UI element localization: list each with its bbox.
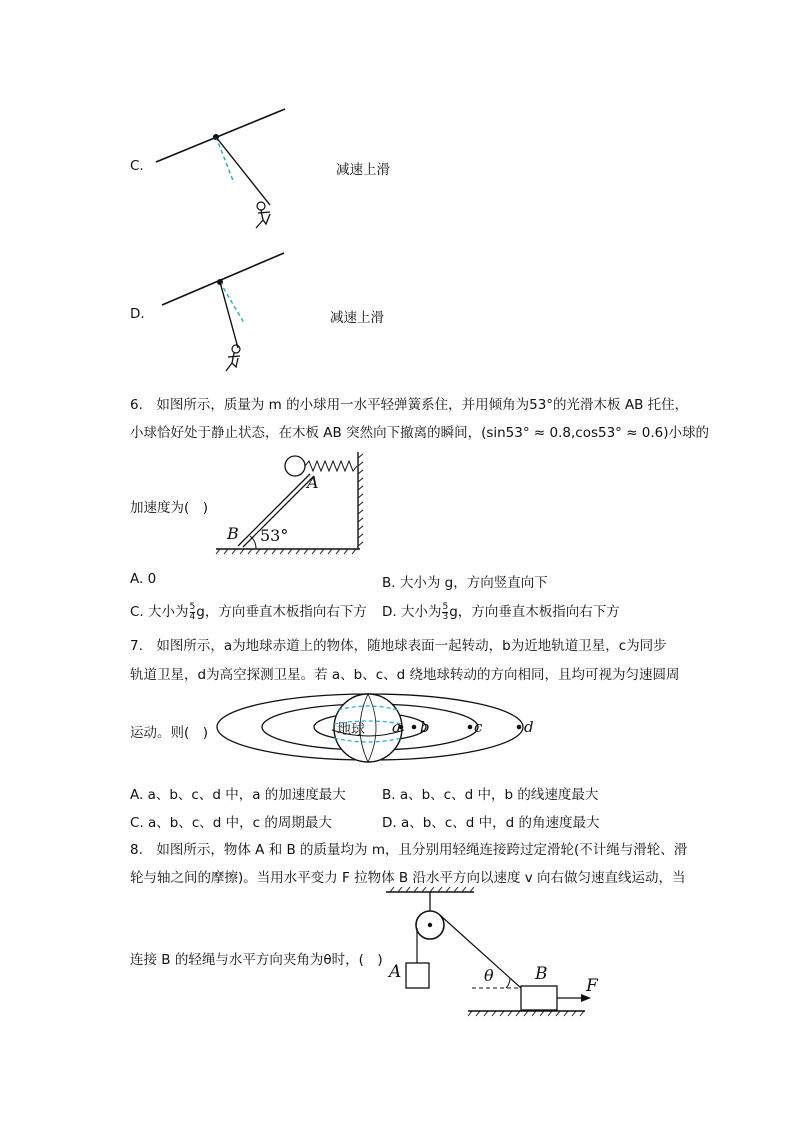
q6-stem-line-1: 6. 如图所示，质量为 m 的小球用一水平轻弹簧系住，并用倾角为53°的光滑木板 AB 托住， (130, 397, 689, 413)
q6-option-c-fraction: $\frac{5}{4}$ (189, 601, 196, 622)
q8-label-f: F (586, 976, 598, 996)
q8-stem-line-3: 连接 B 的轻绳与水平方向夹角为θ时，( ) (130, 952, 383, 968)
q6-figure (210, 450, 370, 560)
q6-figure-label-a: A (307, 473, 319, 492)
q7-option-c: C. a、b、c、d 中，c 的周期最大 (130, 815, 332, 831)
q5-option-d-label: D. (130, 306, 145, 322)
q5-option-c-caption: 减速上滑 (336, 162, 390, 178)
q6-option-c: C. 大小为 $\frac{5}{4}$ g，方向垂直木板指向右下方 (130, 601, 367, 622)
q7-label-c: c (474, 718, 483, 736)
q8-stem-line-1: 8. 如图所示，物体 A 和 B 的质量均为 m，且分别用轻绳连接跨过定滑轮(不计绳与滑轮、滑 (130, 842, 688, 858)
q5-option-c-figure (150, 100, 300, 240)
q6-figure-label-b: B (227, 524, 239, 543)
q7-option-a: A. a、b、c、d 中，a 的加速度最大 (130, 787, 346, 803)
q6-option-d: D. 大小为 $\frac{5}{3}$ g，方向垂直木板指向右下方 (382, 601, 620, 622)
q7-stem-line-1: 7. 如图所示，a为地球赤道上的物体，随地球表面一起转动，b为近地轨道卫星，c为同步 (130, 638, 667, 654)
q7-earth-label: 地球 (337, 722, 365, 738)
q7-label-d: d (524, 718, 534, 736)
q7-label-b: b (420, 718, 430, 736)
q8-stem-line-2: 轮与轴之间的摩擦)。当用水平变力 F 拉物体 B 沿水平方向以速度 v 向右做匀速直线运动，当 (130, 870, 686, 886)
q7-stem-line-2: 轨道卫星，d为高空探测卫星。若 a、b、c、d 绕地球转动的方向相同，且均可视为匀速圆周 (130, 667, 680, 683)
q7-orbit-figure (212, 688, 537, 773)
q6-option-a: A. 0 (130, 571, 157, 587)
q7-stem-line-3: 运动。则( ) (130, 725, 209, 741)
q5-option-d-figure (150, 245, 300, 385)
q7-option-b: B. a、b、c、d 中，b 的线速度最大 (382, 787, 599, 803)
q8-label-a: A (389, 962, 402, 982)
q5-option-c-label: C. (130, 158, 144, 174)
q7-option-d: D. a、b、c、d 中，d 的角速度最大 (382, 815, 600, 831)
q6-option-b: B. 大小为 g，方向竖直向下 (382, 575, 548, 591)
q8-label-b: B (535, 964, 548, 984)
q6-stem-line-2: 小球恰好处于静止状态，在木板 AB 突然向下撤离的瞬间，(sin53° ≈ 0.8,cos53° ≈ 0.6)小球的 (130, 425, 710, 441)
q6-option-d-fraction: $\frac{5}{3}$ (442, 601, 449, 622)
q6-stem-line-3: 加速度为( ) (130, 500, 209, 516)
q8-pulley-figure (380, 888, 600, 1023)
q8-label-theta: θ (484, 966, 494, 985)
q6-figure-angle: 53° (260, 526, 289, 545)
q7-label-a: a (392, 718, 401, 736)
q5-option-d-caption: 减速上滑 (330, 310, 384, 326)
